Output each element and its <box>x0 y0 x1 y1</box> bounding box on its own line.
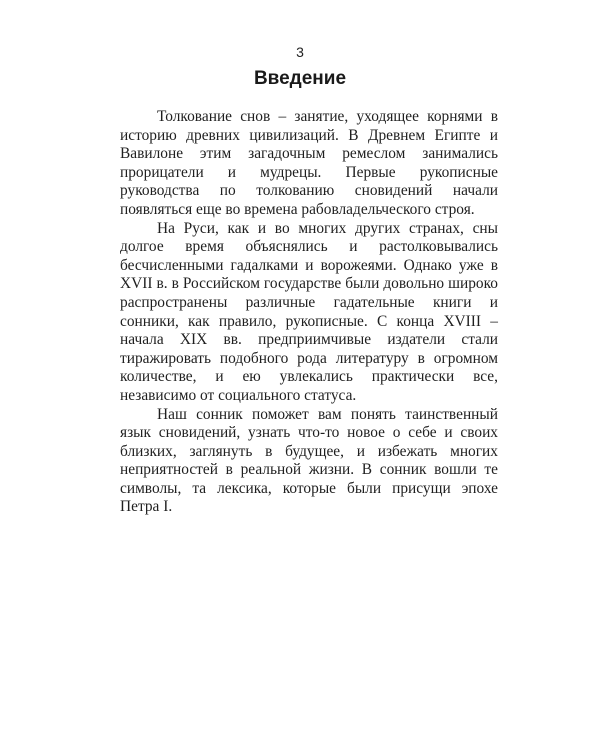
paragraph: Толкование снов – занятие, уходящее корнями в историю древних цивилизаций. В Древнем Египте и Вавилоне этим загадочным ремеслом занимались прорицатели и мудрецы. Первые рукописные руководства по толкованию сновидений начали появляться еще во времена рабовладельческого строя. <box>120 108 498 218</box>
body-text <box>120 108 498 517</box>
paragraph: На Руси, как и во многих других странах, сны долгое время объяснялись и растолковывались бесчисленными гадалками и ворожеями. Однако уже в XVII в. в Российском государстве были довольно широко распространены различные гадательные книги и сонники, как правило, рукописные. С конца XVIII – начала XIX вв. предприимчивые издатели стали тиражировать подобного рода литературу в огромном количестве, и ею увлекались практически все, независимо от социального статуса. <box>120 219 498 404</box>
paragraph: Наш сонник поможет вам понять таинственный язык сновидений, узнать что-то новое о себе и своих близких, заглянуть в будущее, и избежать многих неприятностей в реальной жизни. В сонник вошли те символы, та лексика, которые были присущи эпохе Петра I. <box>120 405 498 516</box>
page-title: Введение <box>253 68 347 89</box>
page-number: 3 <box>296 44 304 60</box>
